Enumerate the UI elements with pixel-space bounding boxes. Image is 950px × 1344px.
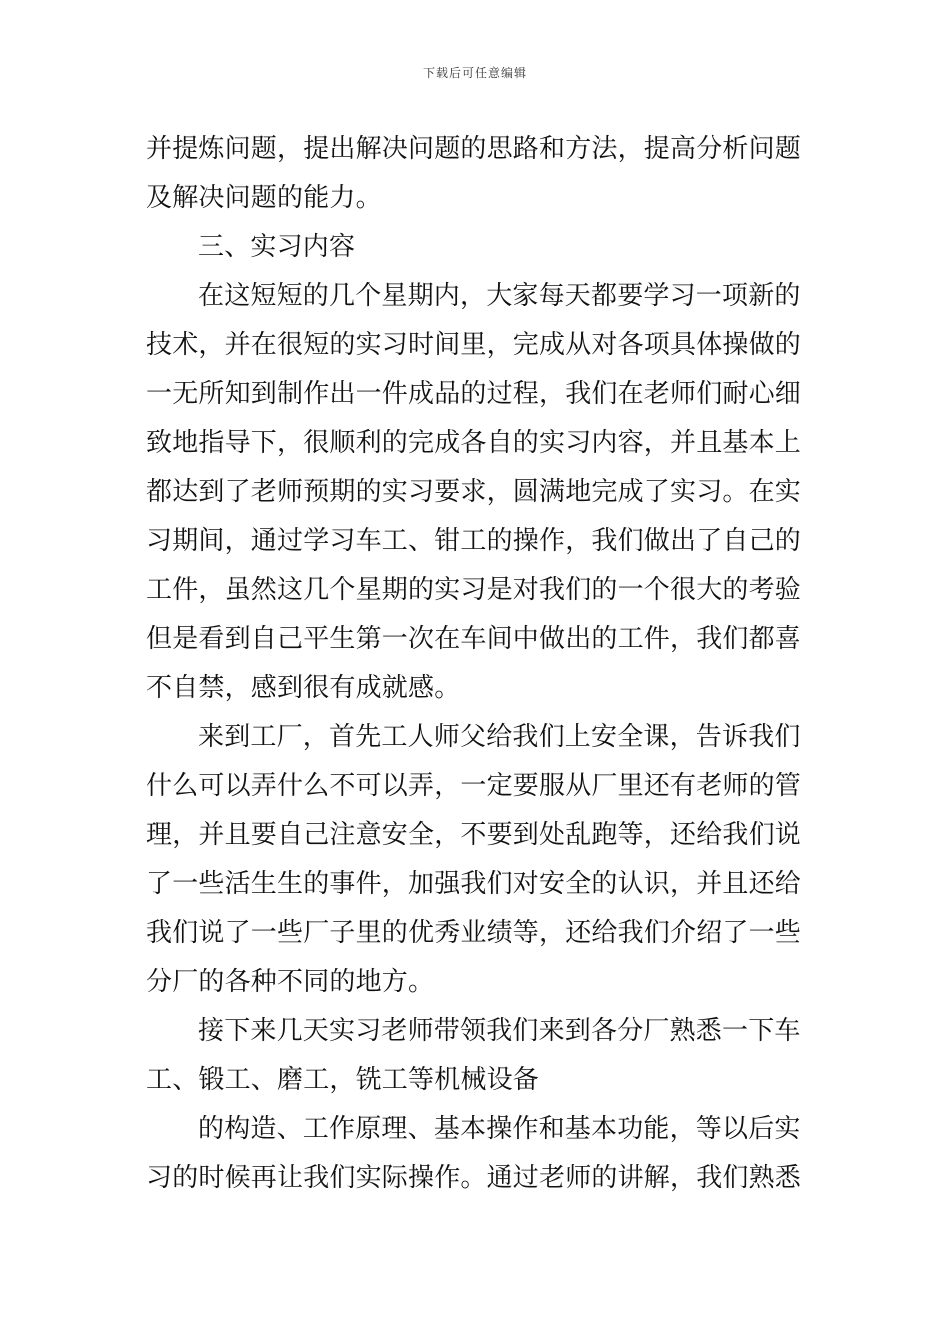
text-line: 技术，并在很短的实习时间里，完成从对各项具体操做的 bbox=[146, 330, 802, 360]
text-line: 什么可以弄什么不可以弄，一定要服从厂里还有老师的管 bbox=[146, 771, 802, 801]
text-line: 习的时候再让我们实际操作。通过老师的讲解，我们熟悉 bbox=[146, 1163, 802, 1193]
text-line: 工件，虽然这几个星期的实习是对我们的一个很大的考验 bbox=[146, 575, 802, 605]
page-header: 下载后可任意编辑 bbox=[422, 66, 527, 80]
text-line: 来到工厂，首先工人师父给我们上安全课，告诉我们 bbox=[198, 722, 801, 752]
text-line: 接下来几天实习老师带领我们来到各分厂熟悉一下车 bbox=[198, 1016, 801, 1046]
text-line: 都达到了老师预期的实习要求，圆满地完成了实习。在实 bbox=[146, 477, 802, 507]
text-line: 致地指导下，很顺利的完成各自的实习内容，并且基本上 bbox=[146, 428, 802, 458]
text-line: 但是看到自己平生第一次在车间中做出的工件，我们都喜 bbox=[146, 624, 802, 654]
text-line: 分厂的各种不同的地方。 bbox=[146, 967, 435, 997]
text-line: 并提炼问题，提出解决问题的思路和方法，提高分析问题 bbox=[146, 134, 802, 164]
text-line: 及解决问题的能力。 bbox=[146, 183, 382, 213]
text-line: 了一些活生生的事件，加强我们对安全的认识，并且还给 bbox=[146, 869, 802, 899]
text-line: 工、锻工、磨工，铣工等机械设备 bbox=[146, 1065, 540, 1095]
text-line: 不自禁，感到很有成就感。 bbox=[146, 673, 461, 703]
document-body bbox=[146, 125, 806, 1203]
text-line: 一无所知到制作出一件成品的过程，我们在老师们耐心细 bbox=[146, 379, 802, 409]
text-line: 习期间，通过学习车工、钳工的操作，我们做出了自己的 bbox=[146, 526, 802, 556]
text-line: 在这短短的几个星期内，大家每天都要学习一项新的 bbox=[198, 281, 801, 311]
text-line: 的构造、工作原理、基本操作和基本功能，等以后实 bbox=[198, 1114, 801, 1144]
text-line: 三、实习内容 bbox=[198, 232, 356, 262]
text-line: 我们说了一些厂子里的优秀业绩等，还给我们介绍了一些 bbox=[146, 918, 802, 948]
text-line: 理，并且要自己注意安全，不要到处乱跑等，还给我们说 bbox=[146, 820, 802, 850]
